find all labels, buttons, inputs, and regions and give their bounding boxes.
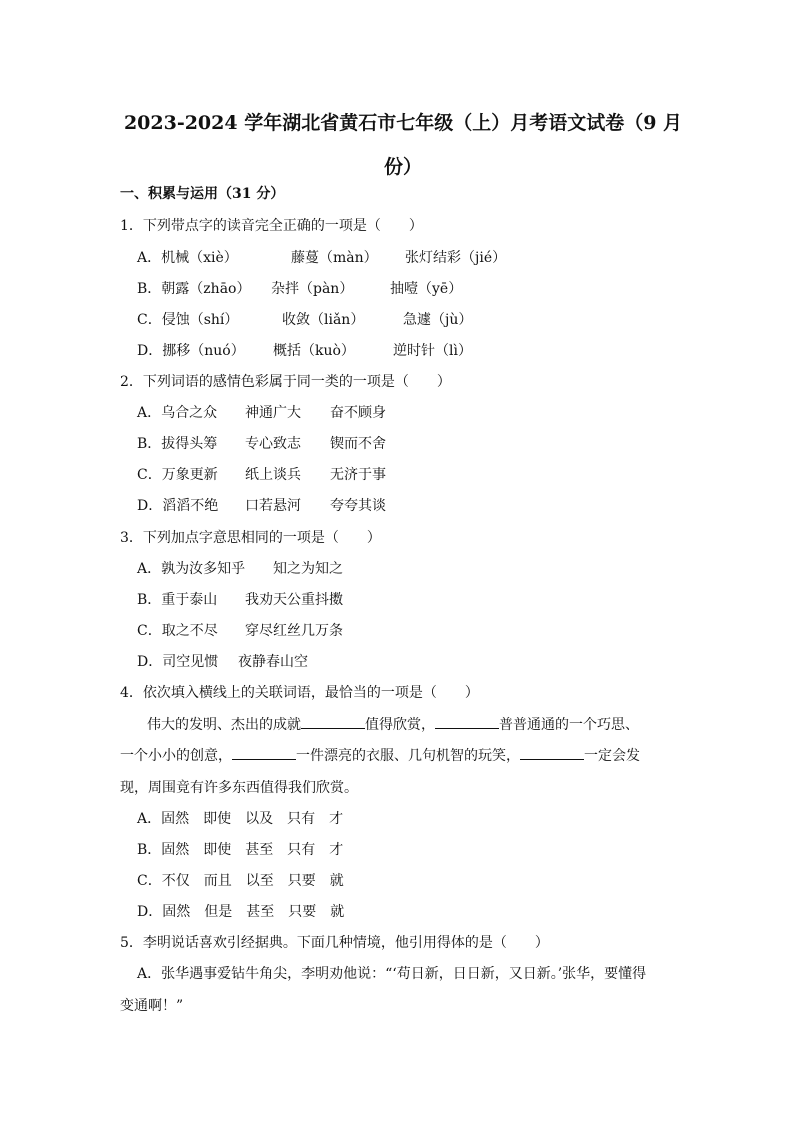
q4-passage-line-1 [147, 715, 639, 735]
passage-text: 普普通通的一个巧思、 [499, 717, 639, 733]
q2-option-a [137, 403, 386, 423]
q3-option-c [137, 621, 343, 641]
option-label: C． [137, 312, 162, 328]
option-label: D． [137, 904, 163, 920]
option-item: 孰为汝多知乎 [161, 561, 246, 577]
q3-option-b [137, 590, 343, 610]
q4-passage-line-3: 现，周围竟有许多东西值得我们欣赏。 [120, 780, 358, 796]
option-item: 抽噎（yē） [390, 281, 463, 297]
option-item: 张灯结彩（jié） [405, 250, 507, 266]
q4-option-b [137, 840, 343, 860]
option-label: A． [137, 811, 162, 827]
option-label: A． [137, 561, 162, 577]
option-item: 夜静春山空 [238, 654, 308, 670]
option-item: 夸夸其谈 [330, 498, 386, 514]
option-item: 我劝天公重抖擞 [245, 592, 343, 608]
question-2-stem: 2．下列词语的感情色彩属于同一类的一项是（ ） [120, 374, 451, 390]
option-item: 朝露（zhāo） [161, 281, 251, 297]
option-label: D． [137, 654, 163, 670]
option-item: 穿尽红丝几万条 [245, 623, 343, 639]
option-item: 急遽（jù） [403, 312, 473, 328]
q2-option-b [137, 434, 386, 454]
passage-text: 值得欣赏， [365, 717, 435, 733]
exam-title [118, 101, 688, 189]
option-item: 收敛（liǎn） [282, 312, 365, 328]
option-label: B． [137, 281, 162, 297]
option-item: 纸上谈兵 [245, 467, 301, 483]
q4-option-c [137, 871, 344, 891]
option-label: B． [137, 842, 162, 858]
option-item: 藤蔓（màn） [291, 250, 378, 266]
option-item: 侵蚀（shí） [161, 312, 239, 328]
option-item: 万象更新 [161, 467, 218, 483]
q4-passage-line-2 [120, 746, 680, 766]
option-item: 杂拌（pàn） [271, 281, 354, 297]
title-line-2: 份） [383, 156, 422, 178]
q4-option-a [137, 809, 343, 829]
option-item: 滔滔不绝 [162, 498, 219, 514]
option-label: D． [137, 498, 163, 514]
question-1-stem: 1．下列带点字的读音完全正确的一项是（ ） [120, 218, 423, 234]
q3-option-a [137, 559, 343, 579]
passage-text: 一件漂亮的衣服、几句机智的玩笑， [296, 748, 520, 764]
option-text: 固然 即使 以及 只有 才 [161, 811, 344, 827]
option-item: 口若悬河 [245, 498, 301, 514]
option-item: 逆时针（lì） [393, 343, 472, 359]
title-line-1: 2023-2024 学年湖北省黄石市七年级（上）月考语文试卷（9 月 [123, 112, 683, 134]
option-item: 乌合之众 [161, 405, 218, 421]
fill-blank-1[interactable] [301, 715, 365, 729]
section-heading: 一、积累与运用（31 分） [120, 186, 285, 202]
option-label: C． [137, 873, 162, 889]
q1-option-d [137, 341, 472, 361]
passage-text: 一定会发 [584, 748, 640, 764]
option-text: 固然 即使 甚至 只有 才 [161, 842, 344, 858]
option-text: 固然 但是 甚至 只要 就 [162, 904, 345, 920]
option-item: 概括（kuò） [273, 343, 355, 359]
fill-blank-3[interactable] [232, 746, 296, 760]
q1-option-a [137, 248, 507, 268]
option-item: 重于泰山 [161, 592, 218, 608]
option-label: A． [137, 250, 162, 266]
q5-option-a-line-2: 变通啊！” [120, 998, 184, 1014]
q5-option-a-line-1: A．张华遇事爱钻牛角尖，李明劝他说：“‘苟日新，日日新，又日新。’张华，要懂得 [137, 966, 647, 982]
option-label: B． [137, 436, 162, 452]
q1-option-b [137, 279, 463, 299]
option-label: C． [137, 623, 162, 639]
question-3-stem: 3．下列加点字意思相同的一项是（ ） [120, 530, 381, 546]
option-item: 知之为知之 [273, 561, 343, 577]
fill-blank-2[interactable] [435, 715, 499, 729]
fill-blank-4[interactable] [520, 746, 584, 760]
option-item: 取之不尽 [161, 623, 218, 639]
q1-option-c [137, 310, 473, 330]
option-item: 无济于事 [330, 467, 386, 483]
q4-option-d [137, 902, 344, 922]
option-item: 机械（xiè） [161, 250, 238, 266]
question-4-stem: 4．依次填入横线上的关联词语，最恰当的一项是（ ） [120, 685, 479, 701]
option-item: 神通广大 [245, 405, 301, 421]
option-item: 锲而不舍 [330, 436, 386, 452]
passage-text: 一个小小的创意， [120, 748, 232, 764]
option-label: A． [137, 405, 162, 421]
option-item: 司空见惯 [162, 654, 219, 670]
q2-option-d [137, 496, 386, 516]
option-item: 挪移（nuó） [162, 343, 245, 359]
option-label: D． [137, 343, 163, 359]
q3-option-d [137, 652, 308, 672]
option-label: C． [137, 467, 162, 483]
option-text: 不仅 而且 以至 只要 就 [161, 873, 344, 889]
option-item: 专心致志 [245, 436, 301, 452]
option-item: 拔得头筹 [161, 436, 218, 452]
option-item: 奋不顾身 [330, 405, 386, 421]
passage-text: 伟大的发明、杰出的成就 [147, 717, 301, 733]
q2-option-c [137, 465, 386, 485]
question-5-stem: 5．李明说话喜欢引经据典。下面几种情境，他引用得体的是（ ） [120, 935, 549, 951]
option-label: B． [137, 592, 162, 608]
